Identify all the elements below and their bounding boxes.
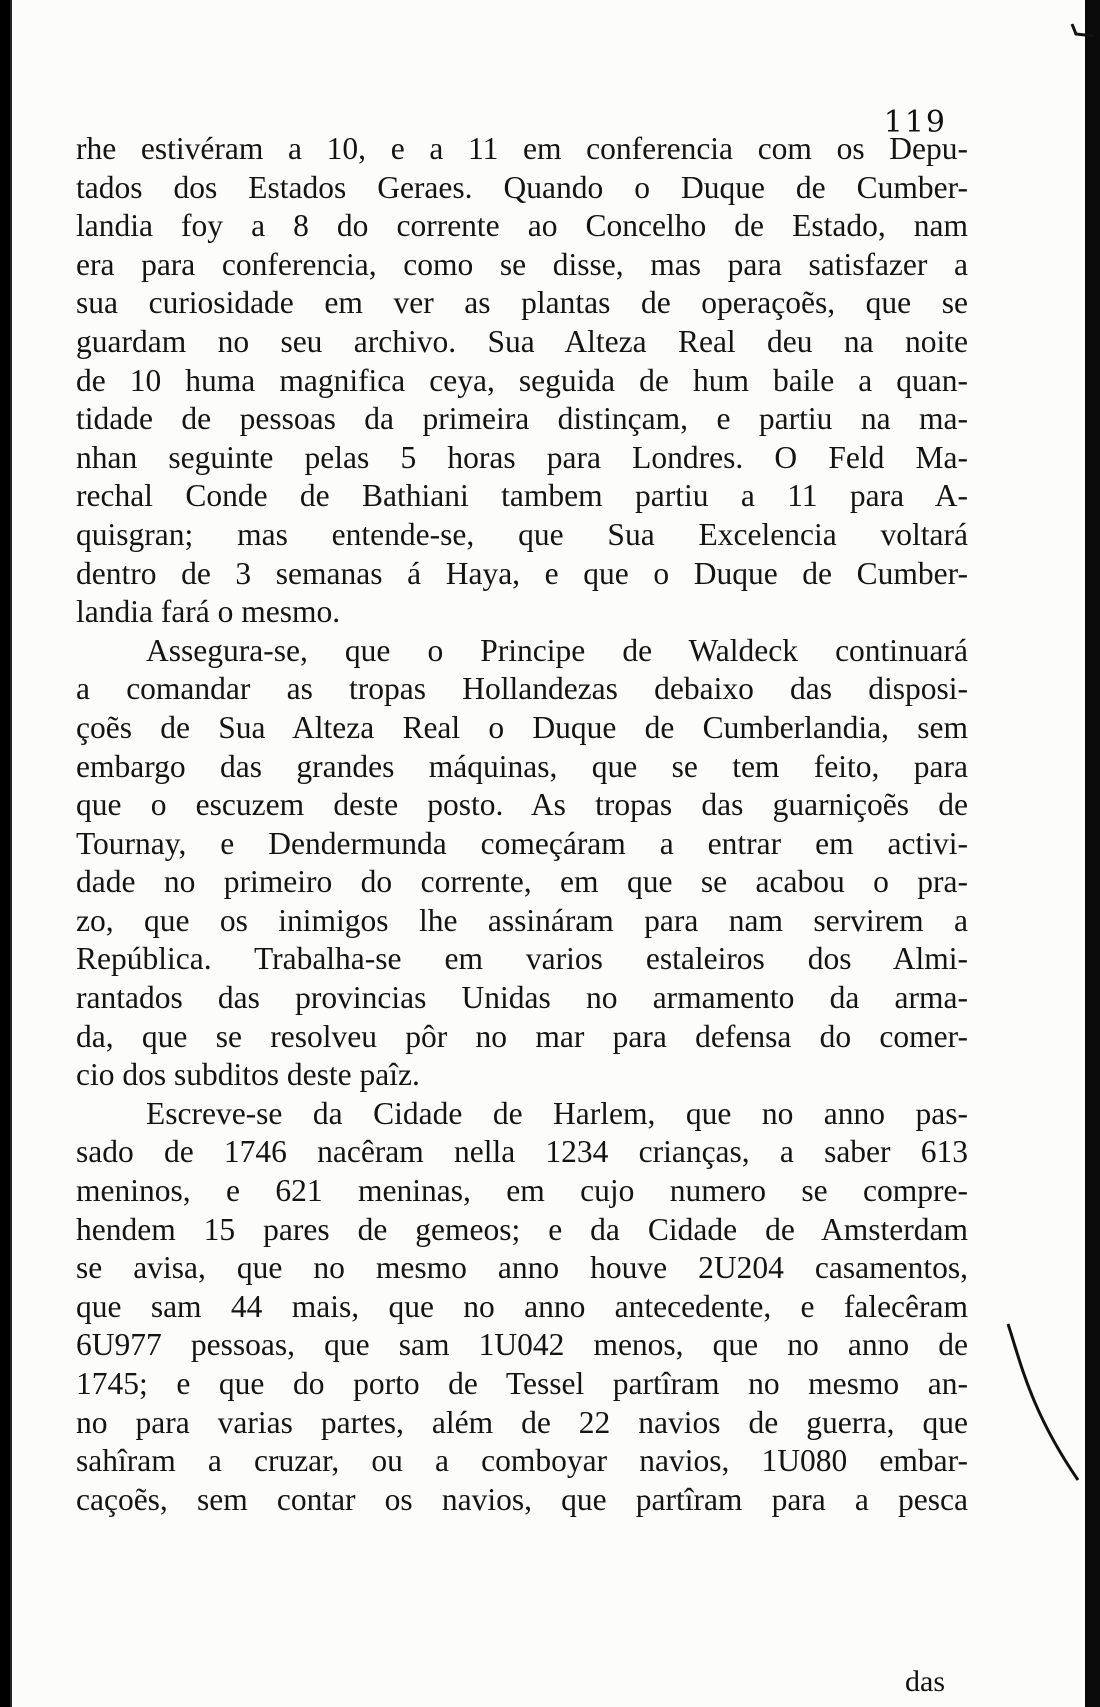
text-line: sua curiosidade em ver as plantas de operaçoẽs, que se [76,285,968,321]
text-line: landia fará o mesmo. [76,594,341,630]
text-line: dade no primeiro do corrente, em que se acabou o pra- [76,864,968,900]
text-line: dentro de 3 semanas á Haya, e que o Duque de Cumber- [76,555,968,591]
text-line: Tournay, e Dendermunda começáram a entrar em activi- [76,825,968,861]
text-line: 1745; e que do porto de Tessel partîram no mesmo an- [76,1366,968,1401]
text-line: República. Trabalha-se em varios estaleiros dos Almi- [76,941,968,977]
page-number: 119 [883,105,947,140]
book-page [10,0,1087,1707]
catchword: das [905,1665,945,1698]
text-line: caçoẽs, sem contar os navios, que partîram para a pesca [76,1481,968,1517]
text-line: tados dos Estados Geraes. Quando o Duque de Cumber- [76,169,968,205]
text-line: sado de 1746 nacêram nella 1234 crianças, a saber 613 [76,1134,968,1170]
text-line: de 10 huma magnifica ceya, seguida de hum baile a quan- [76,362,968,398]
text-line: zo, que os inimigos lhe assináram para nam servirem a [76,902,968,938]
text-line: Escreve-se da Cidade de Harlem, que no anno pas- [146,1095,968,1131]
text-line: rhe estivéram a 10, e a 11 em conferencia com os Depu- [76,131,968,166]
text-line: guardam no seu archivo. Sua Alteza Real deu na noite [76,323,968,359]
text-line: 6U977 pessoas, que sam 1U042 menos, que no anno de [76,1327,968,1363]
text-line: que o escuzem deste posto. As tropas das guarniçoẽs de [76,787,968,823]
text-line: rechal Conde de Bathiani tambem partiu a 11 para A- [76,478,968,514]
text-line: nhan seguinte pelas 5 horas para Londres. O Feld Ma- [76,439,968,475]
text-line: meninos, e 621 meninas, em cujo numero se compre- [76,1173,968,1209]
text-line: Assegura-se, que o Principe de Waldeck continuará [146,632,968,668]
text-line: embargo das grandes máquinas, que se tem feito, para [76,748,968,784]
text-line: no para varias partes, além de 22 navios de guerra, que [76,1404,968,1440]
body-text [76,130,968,1519]
text-line: a comandar as tropas Hollandezas debaixo das disposi- [76,671,968,707]
margin-pen-stroke [1000,1320,1090,1490]
text-line: landia foy a 8 do corrente ao Concelho de Estado, nam [76,208,968,244]
text-line: que sam 44 mais, que no anno antecedente, e falecêram [76,1288,968,1324]
text-line: tidade de pessoas da primeira distinçam, e partiu na ma- [76,401,968,437]
text-line: sahîram a cruzar, ou a comboyar navios, 1U080 embar- [76,1443,968,1479]
text-line: da, que se resolveu pôr no mar para defensa do comer- [76,1018,968,1054]
text-line: quisgran; mas entende-se, que Sua Excelencia voltará [76,516,968,552]
text-line: se avisa, que no mesmo anno houve 2U204 casamentos, [76,1250,968,1286]
text-line: cio dos subditos deste paîz. [76,1057,420,1093]
text-line: era para conferencia, como se disse, mas para satisfazer a [76,246,968,282]
text-line: hendem 15 pares de gemeos; e da Cidade de Amsterdam [76,1211,968,1247]
scan-corner-mark [1068,22,1096,40]
text-line: çoẽs de Sua Alteza Real o Duque de Cumberlandia, sem [76,709,968,745]
text-line: rantados das provincias Unidas no armamento da arma- [76,980,968,1016]
